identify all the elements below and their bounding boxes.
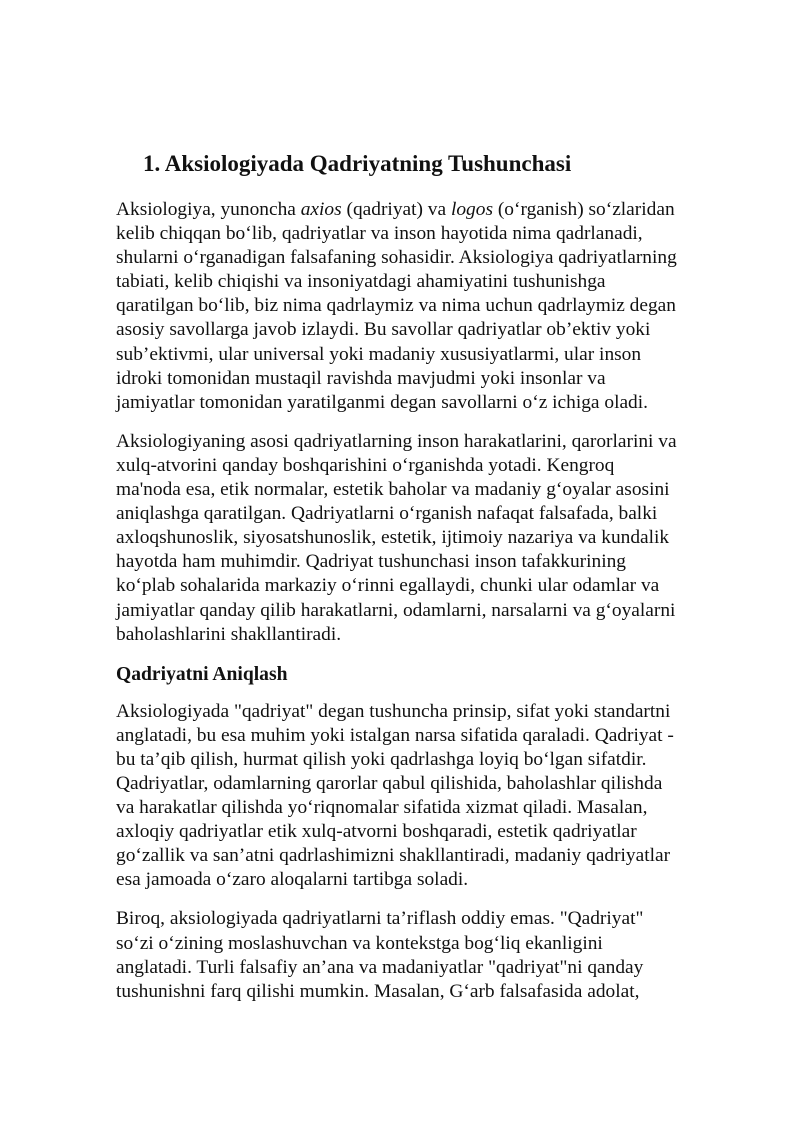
paragraph-line: esa jamoada o‘zaro aloqalarni tartibga soladi. (116, 869, 469, 891)
paragraph-line: sub’ektivmi, ular universal yoki madaniy xususiyatlarmi, ular inson (116, 343, 642, 365)
paragraph-1-line-1 (116, 198, 744, 222)
paragraph-line: xulq-atvorini qanday boshqarishini o‘rganishda yotadi. Kengroq (116, 454, 615, 476)
paragraph-line: so‘zi o‘zining moslashuvchan va kontekstga bog‘liq ekanligini (116, 932, 603, 954)
paragraph-3 (116, 700, 744, 893)
paragraph-line: go‘zallik va san’atni qadrlashimizni shakllantiradi, madaniy qadriyatlar (116, 845, 671, 867)
paragraph-line: baholashlarini shakllantiradi. (116, 623, 342, 645)
paragraph-line: tushunishni farq qilishi mumkin. Masalan, G‘arb falsafasida adolat, (116, 980, 640, 1002)
paragraph-line: Aksiologiyada "qadriyat" degan tushuncha prinsip, sifat yoki standartni (116, 700, 671, 722)
subsection-heading: Qadriyatni Aniqlash (116, 663, 288, 685)
paragraph-line: anglatadi. Turli falsafiy an’ana va madaniyatlar "qadriyat"ni qanday (116, 956, 644, 978)
paragraph-line: asosiy savollarga javob izlaydi. Bu savollar qadriyatlar ob’ektiv yoki (116, 319, 651, 341)
paragraph-4 (116, 907, 744, 1003)
text-run: (qadriyat) va (341, 199, 451, 220)
text-run: Aksiologiya, yunoncha (116, 199, 301, 220)
paragraph-1 (116, 198, 744, 415)
paragraph-line: Qadriyatlar, odamlarning qarorlar qabul qilishida, baholashlar qilishda (116, 772, 663, 794)
paragraph-line: shularni o‘rganadigan falsafaning sohasidir. Aksiologiya qadriyatlarning (116, 247, 677, 269)
paragraph-line: ma'noda esa, etik normalar, estetik baholar va madaniy g‘oyalar asosini (116, 479, 670, 501)
italic-term-logos: logos (450, 199, 493, 220)
paragraph-line: kelib chiqqan bo‘lib, qadriyatlar va inson hayotida nima qadrlanadi, (116, 223, 643, 245)
paragraph-line: hayotda ham muhimdir. Qadriyat tushunchasi inson tafakkurining (116, 551, 626, 573)
document-body (116, 150, 744, 1019)
paragraph-line: jamiyatlar tomonidan yaratilganmi degan savollarni o‘z ichiga oladi. (116, 391, 648, 413)
paragraph-line: tabiati, kelib chiqishi va insoniyatdagi ahamiyatini tushunishga (116, 271, 606, 293)
text-run: (o‘rganish) so‘zlaridan (493, 199, 675, 220)
paragraph-line: jamiyatlar qanday qilib harakatlarni, odamlarni, narsalarni va g‘oyalarni (116, 599, 676, 621)
section-heading: 1. Aksiologiyada Qadriyatning Tushunchasi (143, 151, 572, 176)
paragraph-2 (116, 430, 744, 647)
paragraph-line: axloqiy qadriyatlar etik xulq-atvorni boshqaradi, estetik qadriyatlar (116, 821, 637, 843)
paragraph-line: bu ta’qib qilish, hurmat qilish yoki qadrlashga loyiq bo‘lgan sifatdir. (116, 748, 647, 770)
paragraph-line: anglatadi, bu esa muhim yoki istalgan narsa sifatida qaraladi. Qadriyat - (116, 724, 674, 746)
paragraph-line: idroki tomonidan mustaqil ravishda mavjudmi yoki insonlar va (116, 367, 606, 389)
paragraph-line: Biroq, aksiologiyada qadriyatlarni ta’riflash oddiy emas. "Qadriyat" (116, 908, 644, 930)
paragraph-line: aniqlashga qaratilgan. Qadriyatlarni o‘rganish nafaqat falsafada, balki (116, 503, 658, 525)
paragraph-line: axloqshunoslik, siyosatshunoslik, estetik, ijtimoiy nazariya va kundalik (116, 527, 670, 549)
paragraph-line: va harakatlar qilishda yo‘riqnomalar sifatida xizmat qiladi. Masalan, (116, 797, 648, 819)
italic-term-axios: axios (300, 199, 342, 220)
paragraph-line: Aksiologiyaning asosi qadriyatlarning inson harakatlarini, qarorlarini va (116, 430, 677, 452)
paragraph-line: qaratilgan bo‘lib, biz nima qadrlaymiz va nima uchun qadrlaymiz degan (116, 295, 676, 317)
paragraph-line: ko‘plab sohalarida markaziy o‘rinni egallaydi, chunki ular odamlar va (116, 575, 660, 597)
